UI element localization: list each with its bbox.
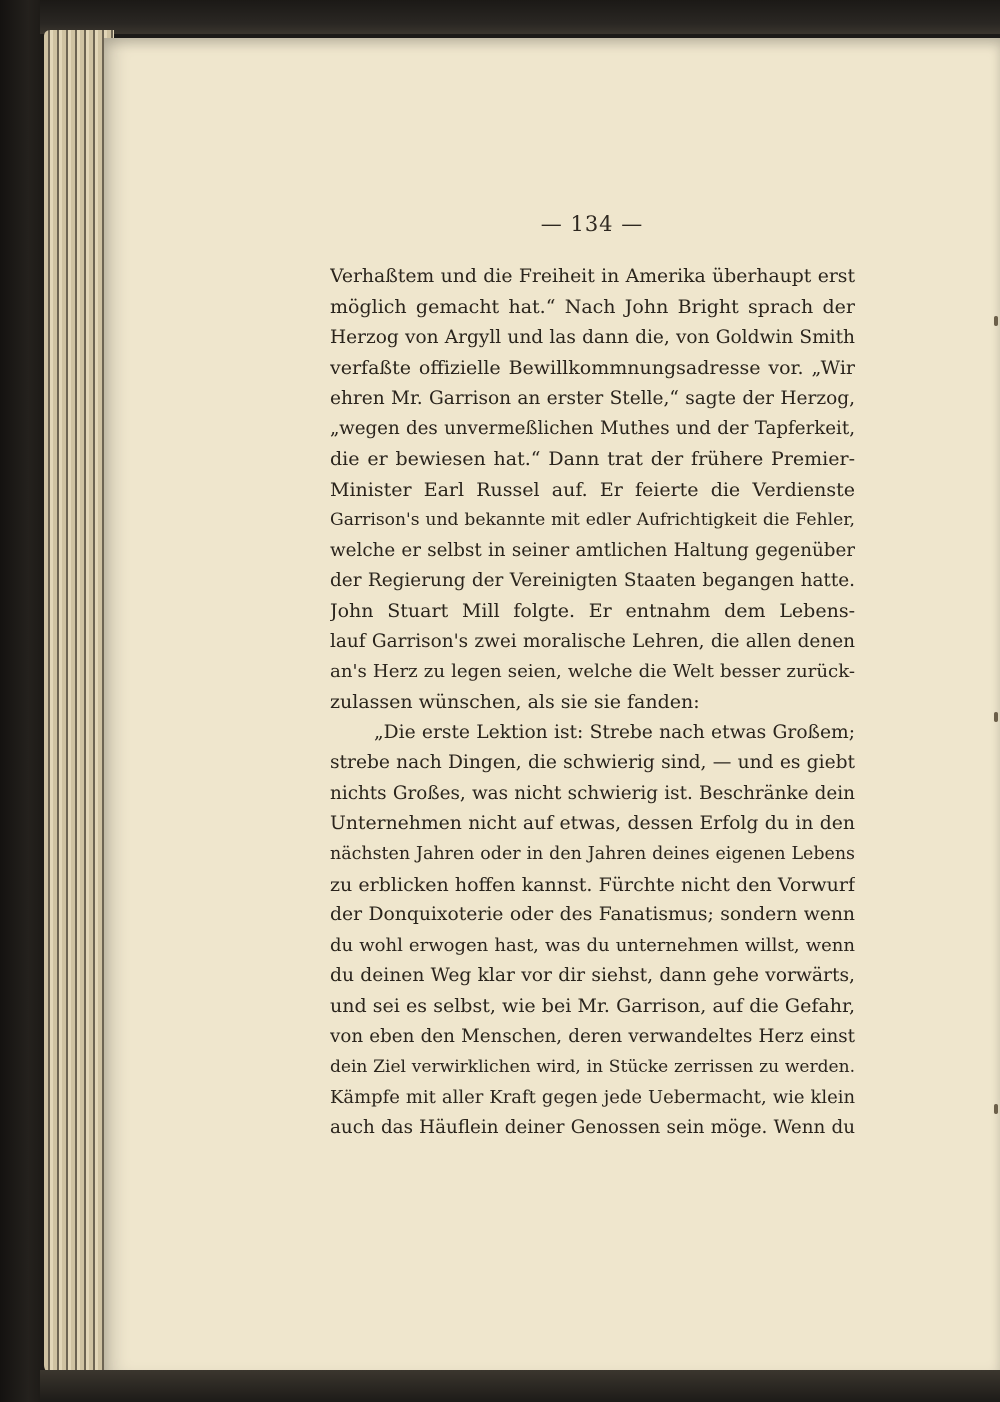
- body-text: [330, 262, 855, 1143]
- text-line: „wegen des unvermeßlichen Muthes und der Tapferkeit,: [330, 417, 855, 439]
- text-line: Minister Earl Russel auf. Er feierte die Verdienste: [330, 478, 855, 501]
- text-line: Kämpfe mit aller Kraft gegen jede Uebermacht, wie klein: [330, 1086, 855, 1108]
- text-line: Herzog von Argyll und las dann die, von Goldwin Smith: [330, 326, 855, 348]
- text-line: der Regierung der Vereinigten Staaten begangen hatte.: [330, 569, 855, 591]
- margin-mark: [994, 1104, 998, 1114]
- margin-mark: [994, 712, 998, 722]
- text-line: möglich gemacht hat.“ Nach John Bright sprach der: [330, 296, 855, 319]
- text-line: auch das Häuflein deiner Genossen sein möge. Wenn du: [330, 1116, 855, 1138]
- text-line: zulassen wünschen, als sie sie fanden:: [330, 691, 700, 714]
- text-line: lauf Garrison's zwei moralische Lehren, die allen denen: [330, 630, 855, 652]
- text-line: dein Ziel verwirklichen wird, in Stücke zerrissen zu werden.: [330, 1057, 855, 1078]
- text-line: Verhaßtem und die Freiheit in Amerika überhaupt erst: [330, 266, 855, 287]
- margin-mark: [994, 316, 998, 326]
- top-shadow: [40, 0, 1000, 34]
- text-line: nächsten Jahren oder in den Jahren deines eigenen Lebens: [330, 844, 855, 865]
- text-line: du wohl erwogen hast, was du unternehmen willst, wenn: [330, 934, 855, 956]
- text-line: nichts Großes, was nicht schwierig ist. Beschränke dein: [330, 782, 855, 804]
- text-line: du deinen Weg klar vor dir siehst, dann gehe vorwärts,: [330, 964, 855, 986]
- text-line: Unternehmen nicht auf etwas, dessen Erfolg du in den: [330, 813, 855, 835]
- text-line: zu erblicken hoffen kannst. Fürchte nicht den Vorwurf: [330, 873, 855, 896]
- text-line: John Stuart Mill folgte. Er entnahm dem Lebens-: [330, 600, 855, 623]
- page-number: — 134 —: [540, 212, 644, 236]
- text-line: an's Herz zu legen seien, welche die Welt besser zurück-: [330, 661, 855, 683]
- text-line: „Die erste Lektion ist: Strebe nach etwas Großem;: [374, 721, 855, 743]
- text-line: von eben den Menschen, deren verwandeltes Herz einst: [330, 1025, 855, 1047]
- text-line: strebe nach Dingen, die schwierig sind, — und es giebt: [330, 752, 855, 774]
- text-line: und sei es selbst, wie bei Mr. Garrison, auf die Gefahr,: [330, 995, 855, 1018]
- bottom-shadow: [40, 1370, 1000, 1402]
- text-line: verfaßte offizielle Bewillkommnungsadresse vor. „Wir: [330, 357, 855, 380]
- text-line: Garrison's und bekannte mit edler Aufrichtigkeit die Fehler,: [330, 510, 855, 531]
- text-line: der Donquixoterie oder des Fanatismus; sondern wenn: [330, 904, 855, 926]
- text-line: die er bewiesen hat.“ Dann trat der frühere Premier-: [330, 448, 855, 471]
- text-line: ehren Mr. Garrison an erster Stelle,“ sagte der Herzog,: [330, 387, 855, 409]
- text-line: welche er selbst in seiner amtlichen Haltung gegenüber: [330, 539, 855, 561]
